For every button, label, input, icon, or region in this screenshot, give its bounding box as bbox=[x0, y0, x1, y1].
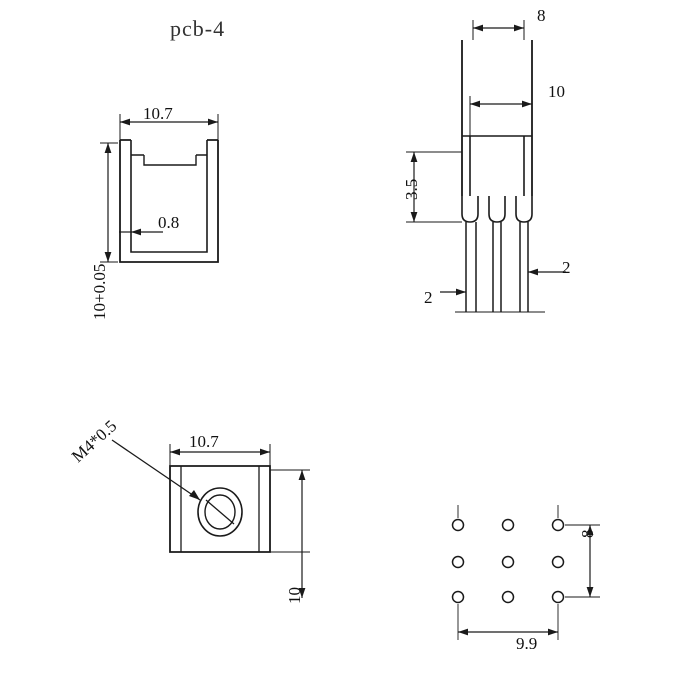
dimension-side-top-width: 8 bbox=[537, 6, 546, 25]
dimension-thread-spec: M4*0.5 bbox=[68, 416, 121, 467]
page-title: pcb-4 bbox=[170, 16, 226, 41]
dimension-front-height: 10+0.05 bbox=[90, 263, 109, 320]
dimension-side-pin-right: 2 bbox=[562, 258, 571, 277]
dimension-side-pin-left: 2 bbox=[424, 288, 433, 307]
dimension-side-slot-depth: 3.5 bbox=[402, 178, 421, 200]
dimension-top-height: 10 bbox=[285, 587, 304, 604]
dimension-side-inner-width: 10 bbox=[548, 82, 565, 101]
dimension-front-thickness: 0.8 bbox=[158, 213, 180, 232]
dimension-hole-horizontal-pitch: 9.9 bbox=[516, 634, 538, 653]
dimension-front-width: 10.7 bbox=[143, 104, 173, 123]
dimension-top-width: 10.7 bbox=[189, 432, 219, 451]
dimension-hole-vertical-pitch: 8 bbox=[578, 529, 597, 538]
